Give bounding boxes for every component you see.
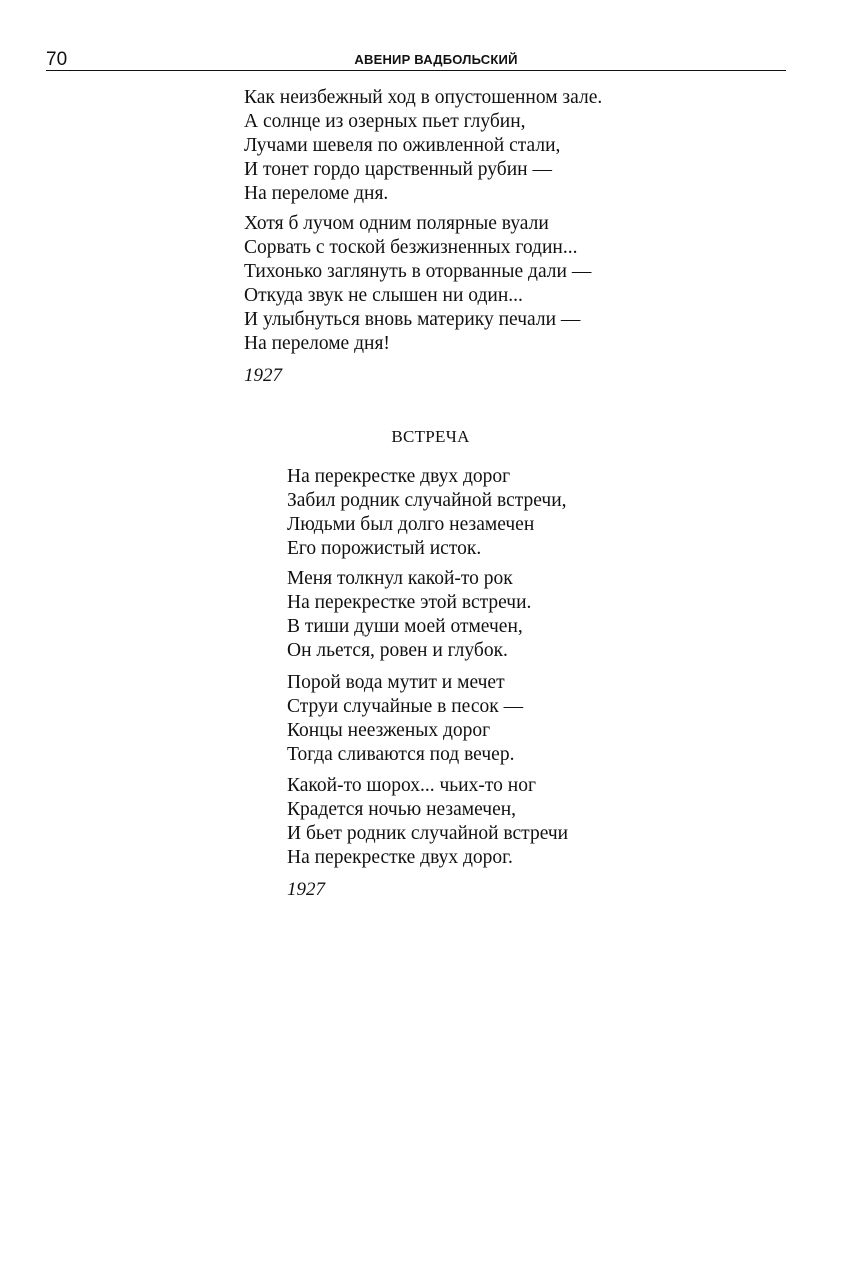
poem2-stanza-2 xyxy=(287,567,531,663)
verse-line: Струи случайные в песок — xyxy=(287,696,524,717)
verse-line: Людьми был долго незамечен xyxy=(287,514,535,535)
page-number: 70 xyxy=(46,49,68,70)
header-rule xyxy=(46,70,786,71)
verse-line: И улыбнуться вновь материку печали — xyxy=(244,309,581,330)
verse-line: На переломе дня. xyxy=(244,183,389,204)
verse-line: А солнце из озерных пьет глубин, xyxy=(244,111,526,132)
verse-line: Порой вода мутит и мечет xyxy=(287,672,505,693)
verse-line: Как неизбежный ход в опустошенном зале. xyxy=(244,87,603,108)
poem2-stanza-1 xyxy=(287,465,567,561)
poem1-stanza-1 xyxy=(244,86,602,206)
verse-line: В тиши души моей отмечен, xyxy=(287,616,523,637)
verse-line: Откуда звук не слышен ни один... xyxy=(244,285,523,306)
verse-line: Он льется, ровен и глубок. xyxy=(287,640,508,661)
verse-line: На перекрестке двух дорог xyxy=(287,466,511,487)
verse-line: Сорвать с тоской безжизненных годин... xyxy=(244,237,578,258)
poem1-date: 1927 xyxy=(244,365,282,386)
verse-line: Тогда сливаются под вечер. xyxy=(287,744,515,765)
poem1-stanza-2 xyxy=(244,212,591,356)
verse-line: На перекрестке двух дорог. xyxy=(287,847,513,868)
verse-line: И тонет гордо царственный рубин — xyxy=(244,159,552,180)
verse-line: Хотя б лучом одним полярные вуали xyxy=(244,213,549,234)
poem2-stanza-4 xyxy=(287,774,568,870)
poem-title: ВСТРЕЧА xyxy=(391,427,470,446)
verse-line: На переломе дня! xyxy=(244,333,390,354)
verse-line: Тихонько заглянуть в оторванные дали — xyxy=(244,261,592,282)
verse-line: И бьет родник случайной встречи xyxy=(287,823,569,844)
verse-line: Забил родник случайной встречи, xyxy=(287,490,567,511)
verse-line: Крадется ночью незамечен, xyxy=(287,799,517,820)
verse-line: Какой-то шорох... чьих-то ног xyxy=(287,775,536,796)
poem2-stanza-3 xyxy=(287,671,523,767)
poem2-date: 1927 xyxy=(287,879,325,900)
verse-line: Лучами шевеля по оживленной стали, xyxy=(244,135,561,156)
verse-line: Меня толкнул какой-то рок xyxy=(287,568,513,589)
verse-line: Концы неезженых дорог xyxy=(287,720,491,741)
running-head: АВЕНИР ВАДБОЛЬСКИЙ xyxy=(354,52,518,67)
verse-line: Его порожистый исток. xyxy=(287,538,482,559)
verse-line: На перекрестке этой встречи. xyxy=(287,592,532,613)
